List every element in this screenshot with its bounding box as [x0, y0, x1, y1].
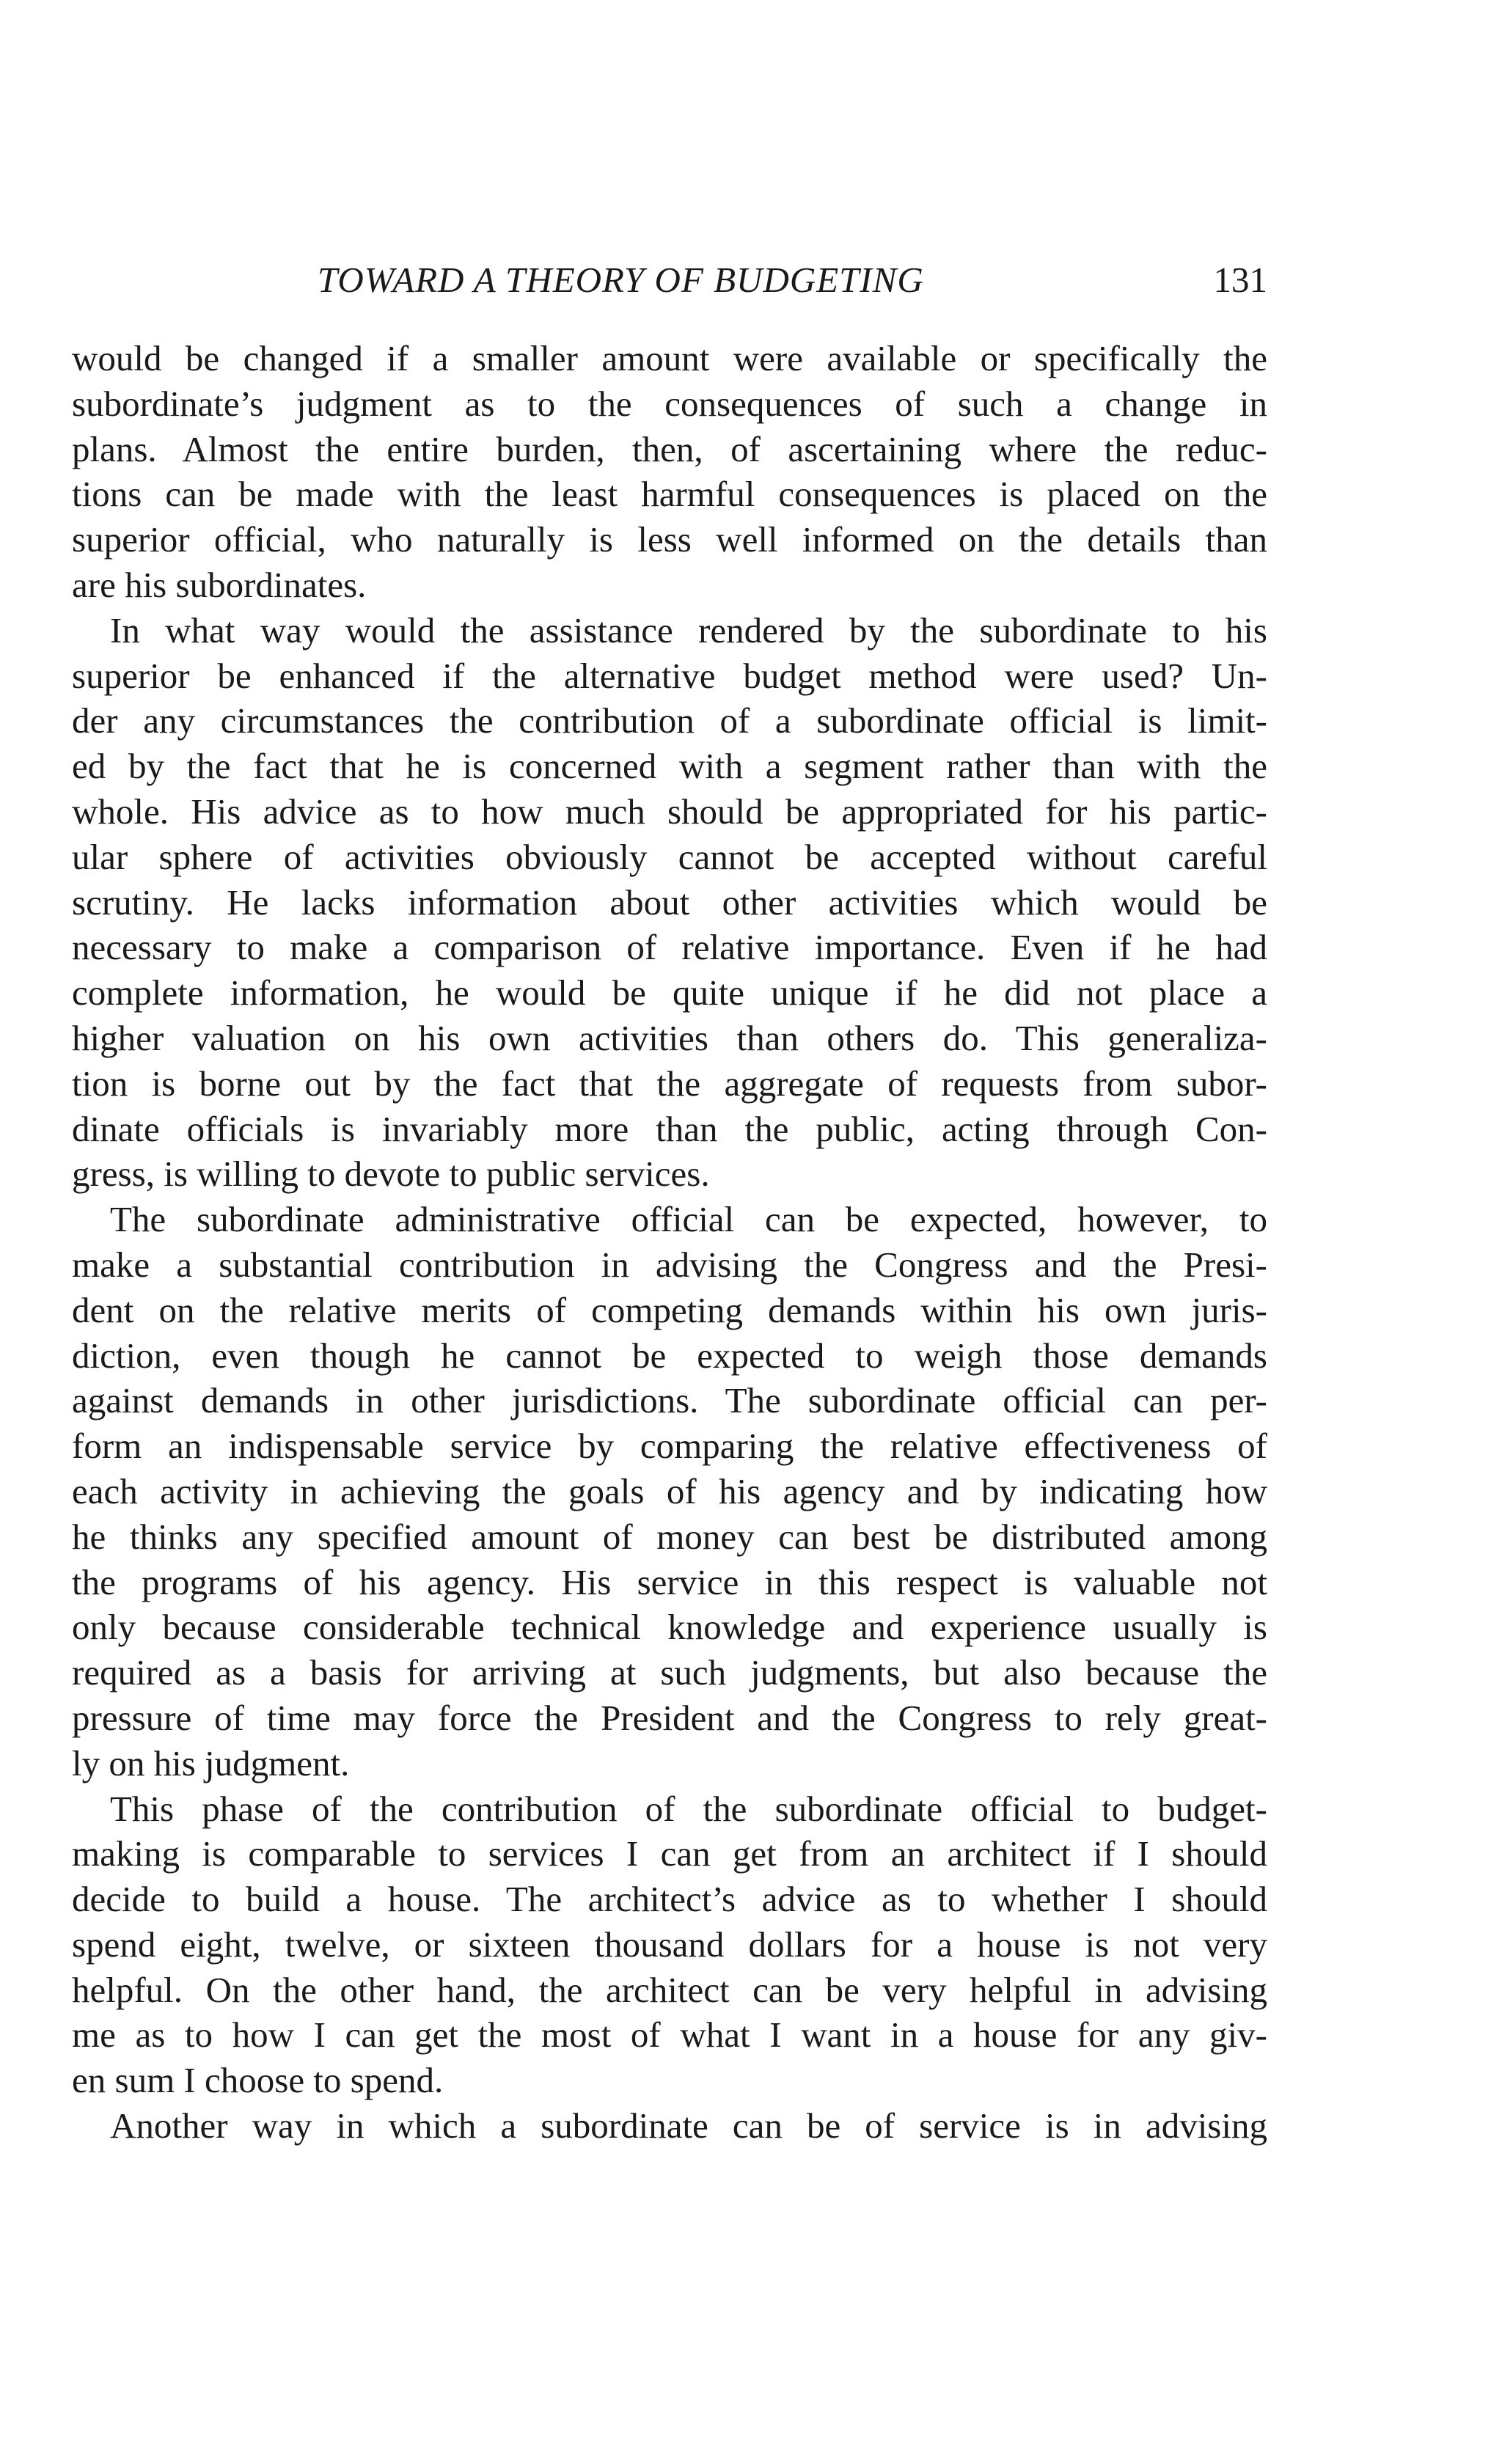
text-line: der any circumstances the contribution of a subordinate official is limit-	[72, 700, 1267, 741]
text-line: only because considerable technical knowledge and experience usually is	[72, 1607, 1267, 1648]
text-line: ular sphere of activities obviously cannot be accepted without careful	[72, 836, 1267, 877]
text-line: against demands in other jurisdictions. The subordinate official can per-	[72, 1380, 1267, 1421]
text-line: decide to build a house. The architect’s advice as to whether I should	[72, 1879, 1267, 1920]
text-line: plans. Almost the entire burden, then, of ascertaining where the reduc-	[72, 428, 1267, 469]
text-line: ly on his judgment.	[72, 1742, 350, 1783]
text-line: making is comparable to services I can get from an architect if I should	[72, 1833, 1267, 1874]
text-line: dent on the relative merits of competing demands within his own juris-	[72, 1289, 1267, 1330]
text-line: superior official, who naturally is less well informed on the details than	[72, 519, 1267, 560]
text-line: necessary to make a comparison of relative importance. Even if he had	[72, 927, 1267, 968]
text-line: superior be enhanced if the alternative budget method were used? Un-	[72, 655, 1267, 696]
text-line: The subordinate administrative official can be expected, however, to	[110, 1199, 1267, 1240]
text-line: me as to how I can get the most of what I want in a house for any giv-	[72, 2014, 1267, 2056]
text-line: each activity in achieving the goals of his agency and by indicating how	[72, 1470, 1267, 1511]
text-line: In what way would the assistance rendered by the subordinate to his	[110, 609, 1267, 650]
text-line: ed by the fact that he is concerned with a segment rather than with the	[72, 746, 1267, 787]
text-line: make a substantial contribution in advising the Congress and the Presi-	[72, 1244, 1267, 1285]
text-line: tion is borne out by the fact that the aggregate of requests from subor-	[72, 1063, 1267, 1104]
page-number: 131	[1213, 260, 1267, 300]
text-line: subordinate’s judgment as to the consequences of such a change in	[72, 383, 1267, 424]
text-line: en sum I choose to spend.	[72, 2060, 444, 2101]
text-line: dinate officials is invariably more than the public, acting through Con-	[72, 1108, 1267, 1149]
text-line: whole. His advice as to how much should be appropriated for his partic-	[72, 791, 1267, 832]
text-line: pressure of time may force the President and the Congress to rely great-	[72, 1697, 1267, 1738]
text-line: form an indispensable service by comparing the relative effectiveness of	[72, 1426, 1267, 1467]
text-line: higher valuation on his own activities than others do. This generaliza-	[72, 1017, 1267, 1058]
text-line: he thinks any specified amount of money can best be distributed among	[72, 1516, 1267, 1557]
text-line: the programs of his agency. His service in this respect is valuable not	[72, 1561, 1267, 1602]
text-line: gress, is willing to devote to public services.	[72, 1154, 710, 1195]
running-head-title: TOWARD A THEORY OF BUDGETING	[318, 260, 924, 300]
text-line: This phase of the contribution of the subordinate official to budget-	[110, 1788, 1267, 1829]
text-line: tions can be made with the least harmful consequences is placed on the	[72, 474, 1267, 515]
text-line: spend eight, twelve, or sixteen thousand dollars for a house is not very	[72, 1924, 1267, 1965]
text-line: complete information, he would be quite unique if he did not place a	[72, 972, 1267, 1013]
body-text	[72, 336, 1267, 2149]
text-line: are his subordinates.	[72, 564, 367, 605]
running-head	[72, 254, 1267, 307]
text-line: diction, even though he cannot be expected to weigh those demands	[72, 1335, 1267, 1376]
text-line: Another way in which a subordinate can be of service is in advising	[110, 2105, 1267, 2146]
text-line: would be changed if a smaller amount were available or specifically the	[72, 338, 1267, 378]
text-line: helpful. On the other hand, the architect can be very helpful in advising	[72, 1969, 1267, 2010]
text-line: scrutiny. He lacks information about other activities which would be	[72, 881, 1267, 923]
text-line: required as a basis for arriving at such judgments, but also because the	[72, 1652, 1267, 1693]
